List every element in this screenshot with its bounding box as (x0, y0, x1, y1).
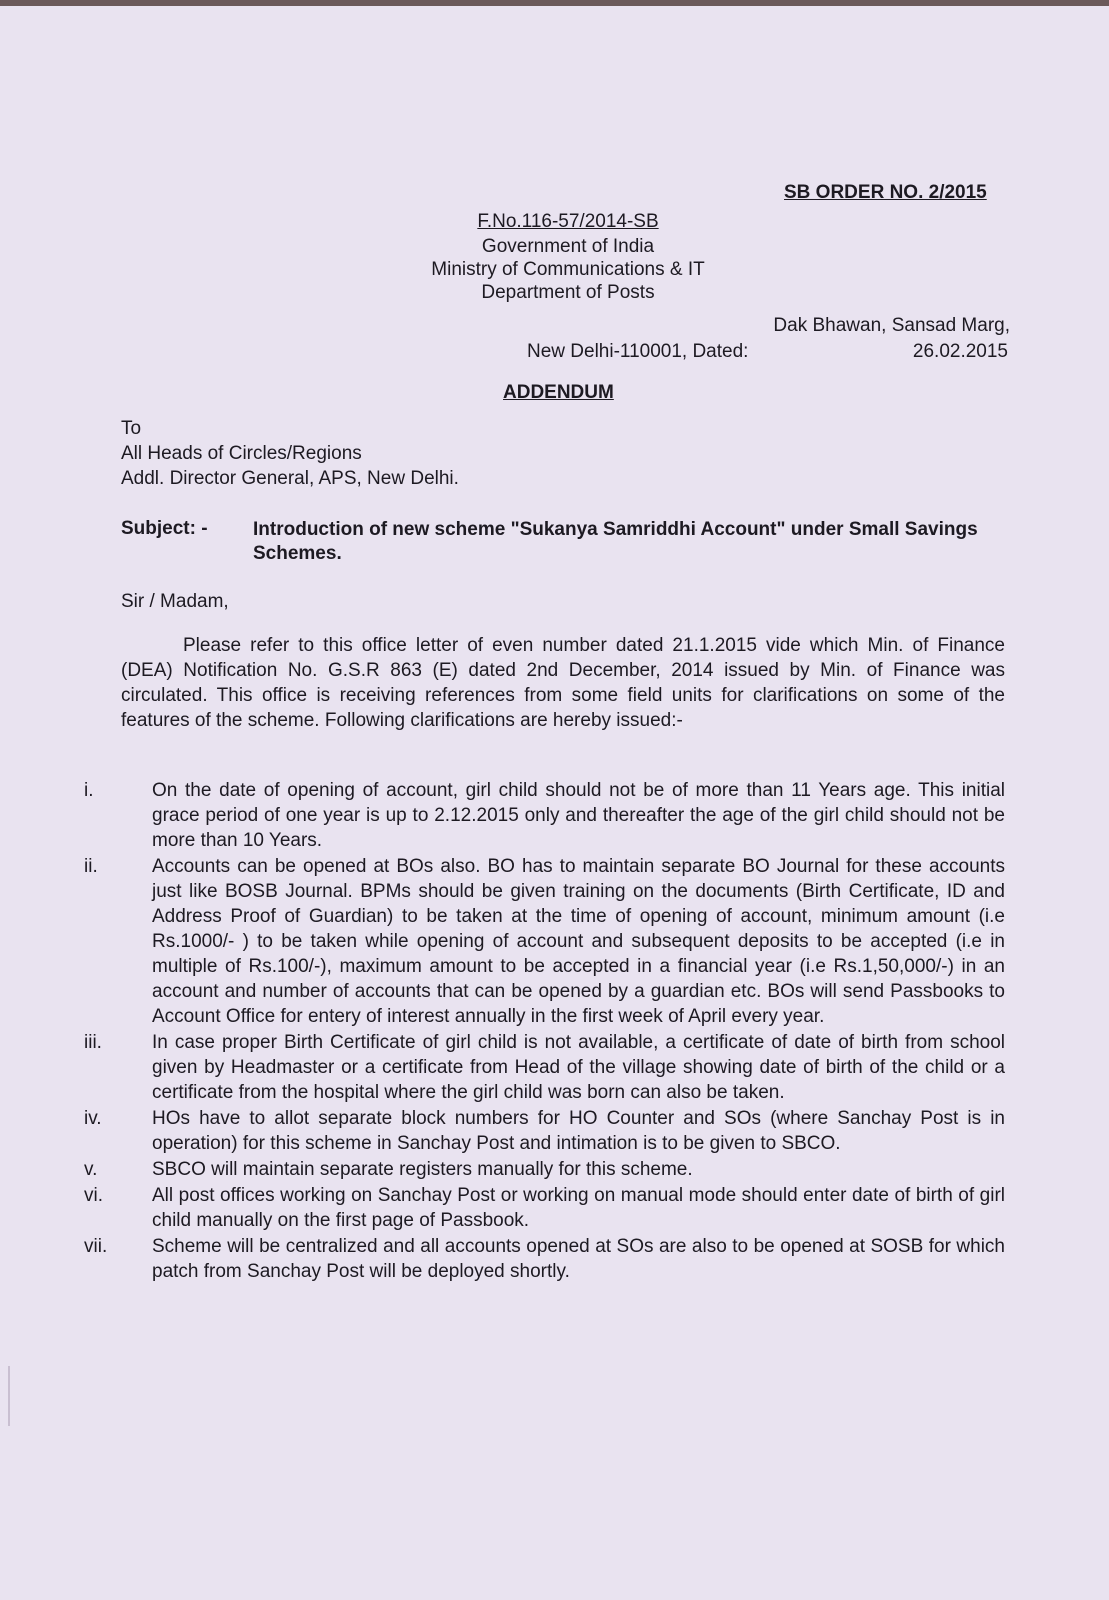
subject-text: Introduction of new scheme "Sukanya Samriddhi Account" under Small Savings Schemes. (253, 519, 978, 564)
item-text: Accounts can be opened at BOs also. BO has to maintain separate BO Journal for these accounts just like BOSB Journal. BPMs should be given training on the documents (Birth Certificate, ID and Address Proof of Guardian) to be taken at the time of opening of account, minimum amount (i.e Rs.1000/- ) to be taken while opening of account and subsequent deposits to be accepted (i.e in multiple of Rs.100/-), maximum amount to be accepted in a financial year (i.e Rs.1,50,000/-) in an account and number of accounts that can be opened by a guardian etc. BOs will send Passbooks to Account Office for entery of interest annually in the first week of April every year. (152, 856, 1005, 1027)
intro-paragraph: Please refer to this office letter of even number dated 21.1.2015 vide which Min. of Finance (DEA) Notification No. G.S.R 863 (E) dated 2nd December, 2014 issued by Min. of Finance was circulated. This office is receiving references from some field units for clarifications on some of the features of the scheme. Following clarifications are hereby issued:- (121, 635, 1005, 731)
item-number: iii. (84, 1032, 102, 1053)
department-line: Department of Posts (481, 282, 655, 303)
scan-margin-mark (8, 1366, 10, 1426)
item-number: i. (84, 780, 94, 801)
item-text: On the date of opening of account, girl child should not be of more than 11 Years age. This initial grace period of one year is up to 2.12.2015 only and thereafter the age of the girl child should not be more than 10 Years. (152, 780, 1005, 851)
order-number: SB ORDER NO. 2/2015 (784, 182, 987, 203)
addressee-to: To (121, 418, 142, 439)
addressee-block (121, 416, 459, 491)
clarification-item (80, 854, 1005, 1029)
file-number: F.No.116-57/2014-SB (477, 211, 659, 232)
item-number: iv. (84, 1108, 102, 1129)
addressee-line-1: All Heads of Circles/Regions (121, 443, 362, 464)
item-number: ii. (84, 856, 98, 877)
address-line-2: New Delhi-110001, Dated: (527, 341, 749, 362)
salutation: Sir / Madam, (121, 591, 229, 612)
item-number: vi. (84, 1185, 103, 1206)
item-text: All post offices working on Sanchay Post or working on manual mode should enter date of birth of girl child manually on the first page of Passbook. (152, 1185, 1005, 1231)
clarification-item (80, 1157, 1005, 1182)
clarification-item (80, 1106, 1005, 1156)
addressee-line-2: Addl. Director General, APS, New Delhi. (121, 468, 459, 489)
item-text: Scheme will be centralized and all accounts opened at SOs are also to be opened at SOSB for which patch from Sanchay Post will be deployed shortly. (152, 1236, 1005, 1282)
ministry-line: Ministry of Communications & IT (431, 259, 705, 280)
order-date: 26.02.2015 (912, 341, 1008, 362)
clarification-item (80, 1183, 1005, 1233)
document-page (0, 6, 1109, 1600)
government-line: Government of India (481, 236, 655, 257)
document-title: ADDENDUM (503, 382, 614, 403)
clarification-item (80, 778, 1005, 853)
item-text: In case proper Birth Certificate of girl child is not available, a certificate of date of birth from school given by Headmaster or a certificate from Head of the village showing date of birth of the child or a certificate from the hospital where the girl child was born can also be taken. (152, 1032, 1005, 1103)
item-text: SBCO will maintain separate registers manually for this scheme. (152, 1159, 693, 1180)
item-number: v. (84, 1159, 98, 1180)
clarifications-list (80, 778, 1005, 1285)
clarification-item (80, 1234, 1005, 1284)
item-number: vii. (84, 1236, 108, 1257)
address-line-1: Dak Bhawan, Sansad Marg, (773, 315, 1010, 336)
item-text: HOs have to allot separate block numbers for HO Counter and SOs (where Sanchay Post is in operation) for this scheme in Sanchay Post and intimation is to be given to SBCO. (152, 1108, 1005, 1154)
clarification-item (80, 1030, 1005, 1105)
subject-label: Subject: - (121, 518, 208, 539)
